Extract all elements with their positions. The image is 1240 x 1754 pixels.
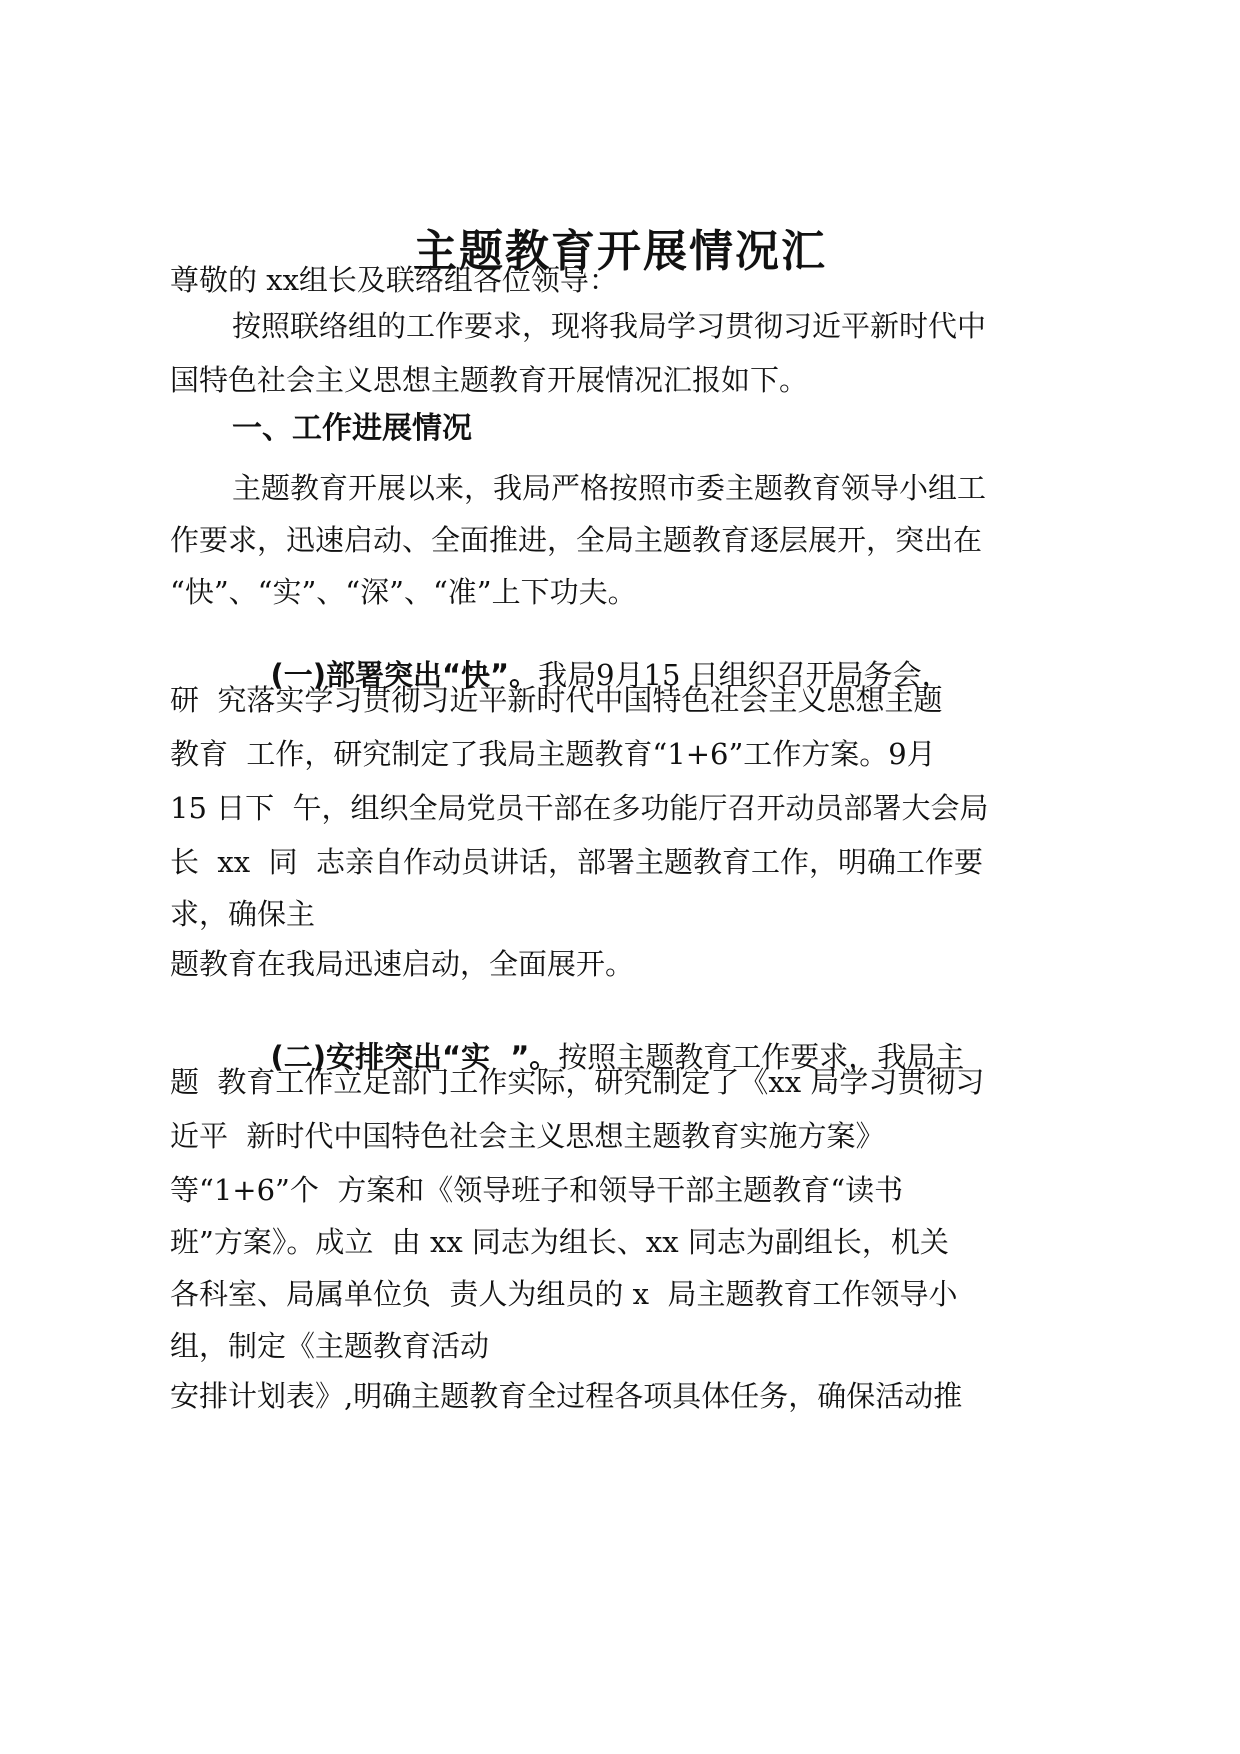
item2-line-4: 等“1+6”个 方案和《领导班子和领导干部主题教育“读书	[170, 1173, 904, 1207]
item2-lead: (二)安排突出“实 ”。	[270, 1040, 559, 1074]
item1-first-line	[252, 632, 951, 690]
section1-line-1: 主题教育开展以来，我局严格按照市委主题教育领导小组工	[232, 471, 987, 505]
item2-line-2: 题 教育工作立足部门工作实际，研究制定了《xx 局学习贯彻习	[170, 1065, 985, 1099]
section1-line-2: 作要求，迅速启动、全面推进，全局主题教育逐层展开，突出在	[170, 523, 983, 557]
item1-line-6: 求，确保主	[170, 897, 316, 931]
section1-line-3: “快”、“实”、“深”、“准”上下功夫。	[170, 575, 637, 609]
document-title: 主题教育开展情况汇	[413, 226, 827, 277]
section-heading-1: 一、工作进展情况	[232, 411, 472, 446]
item1-line-4: 15 日下 午，组织全局党员干部在多功能厅召开动员部署大会局	[170, 791, 989, 825]
item2-line-5: 班”方案》。成立 由 xx 同志为组长、xx 同志为副组长，机关	[170, 1225, 949, 1259]
item1-line-3: 教育 工作，研究制定了我局主题教育“1+6”工作方案。9月	[170, 737, 936, 771]
item2-first-rest: 按照主题教育工作要求，我局主	[558, 1040, 965, 1074]
item1-first-rest: 我局9月15 日组织召开局务会，	[538, 658, 951, 692]
item2-line-8: 安排计划表》,明确主题教育全过程各项具体任务，确保活动推	[170, 1379, 963, 1413]
salutation: 尊敬的 xx组长及联络组各位领导：	[170, 263, 618, 297]
intro-line-2: 国特色社会主义思想主题教育开展情况汇报如下。	[170, 363, 809, 397]
item2-line-3: 近平 新时代中国特色社会主义思想主题教育实施方案》	[170, 1119, 885, 1153]
item2-line-6: 各科室、局属单位负 责人为组员的 x 局主题教育工作领导小	[170, 1277, 958, 1311]
item2-line-7: 组，制定《主题教育活动	[170, 1329, 490, 1363]
intro-line-1: 按照联络组的工作要求，现将我局学习贯彻习近平新时代中	[232, 309, 987, 343]
item2-first-line	[252, 1014, 964, 1072]
item1-lead: (一)部署突出“快”。	[270, 658, 539, 692]
item1-line-2: 研 究落实学习贯彻习近平新时代中国特色社会主义思想主题	[170, 683, 943, 717]
item1-line-7: 题教育在我局迅速启动，全面展开。	[170, 947, 635, 981]
item1-line-5: 长 xx 同 志亲自作动员讲话，部署主题教育工作，明确工作要	[170, 845, 984, 879]
